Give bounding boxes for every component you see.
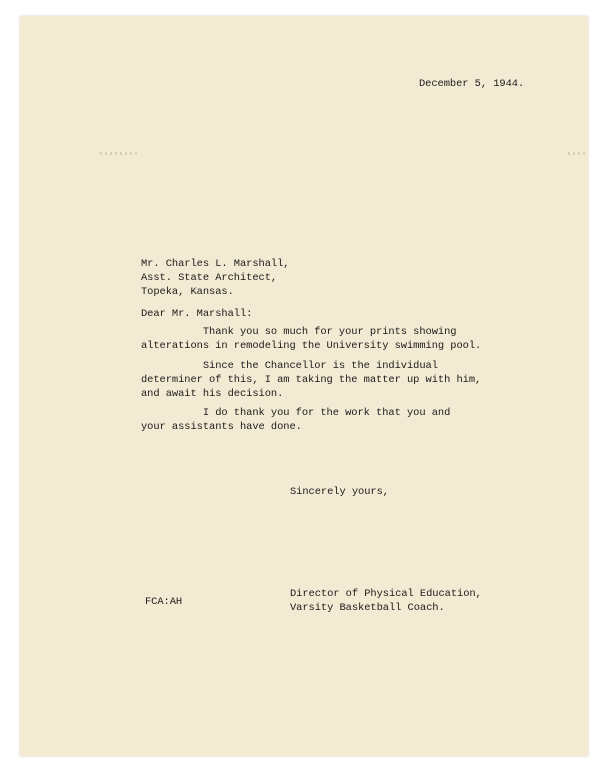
closing: Sincerely yours, bbox=[290, 486, 389, 498]
typist-initials: FCA:AH bbox=[145, 596, 183, 608]
recipient-line: Mr. Charles L. Marshall, bbox=[141, 258, 290, 270]
signature-line: Director of Physical Education, bbox=[290, 588, 482, 600]
paragraph-line: Thank you so much for your prints showing bbox=[141, 326, 457, 338]
paragraph-line: your assistants have done. bbox=[141, 421, 302, 433]
recipient-line: Asst. State Architect, bbox=[141, 272, 278, 284]
paragraph-line: I do thank you for the work that you and bbox=[141, 407, 451, 419]
salutation: Dear Mr. Marshall: bbox=[141, 308, 253, 320]
faint-mark bbox=[100, 152, 140, 155]
paragraph-line: and await his decision. bbox=[141, 388, 284, 400]
signature-line: Varsity Basketball Coach. bbox=[290, 602, 445, 614]
letter-date: December 5, 1944. bbox=[419, 78, 525, 90]
faint-mark bbox=[568, 152, 586, 155]
recipient-line: Topeka, Kansas. bbox=[141, 286, 234, 298]
letter-paper bbox=[20, 16, 588, 756]
paragraph-line: alterations in remodeling the University swimming pool. bbox=[141, 340, 482, 352]
paragraph-line: determiner of this, I am taking the matter up with him, bbox=[141, 374, 482, 386]
paragraph-line: Since the Chancellor is the individual bbox=[141, 360, 438, 372]
